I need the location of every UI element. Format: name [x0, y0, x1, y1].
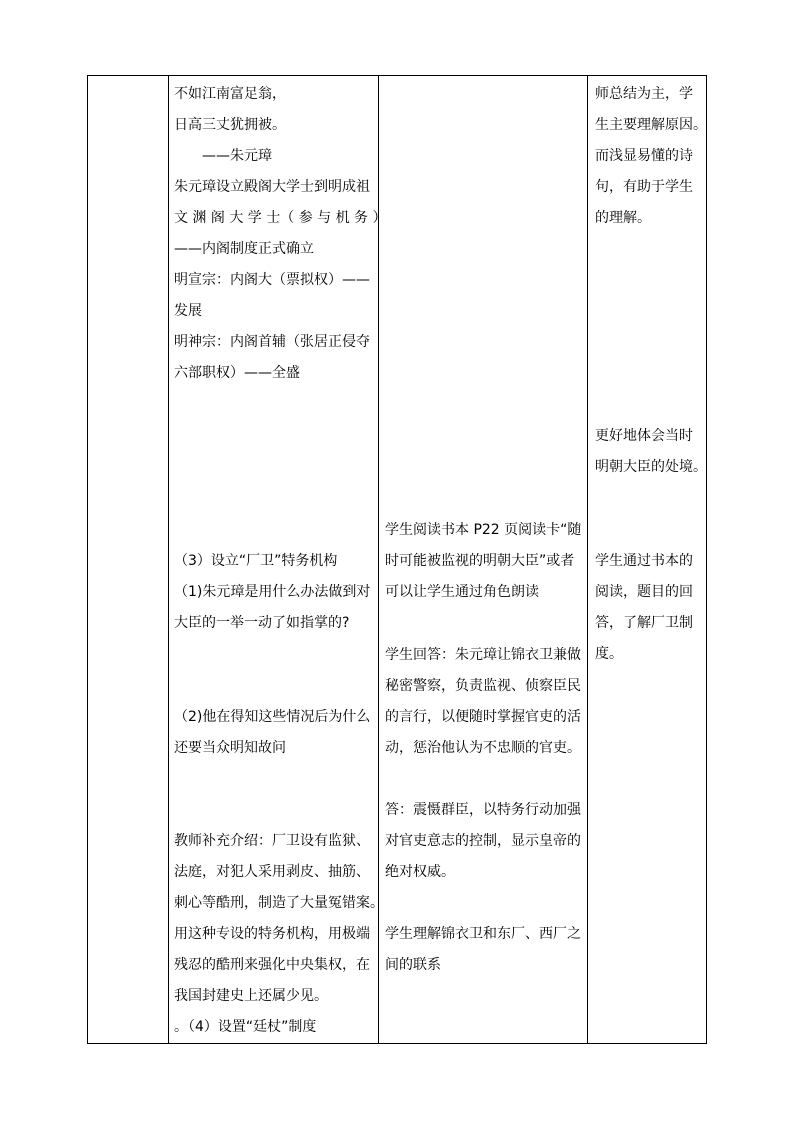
table-text-line: 明神宗：内阁首辅（张居正侵夺 — [174, 334, 370, 350]
table-text-line: （1)朱元璋是用什么办法做到对 — [174, 584, 371, 600]
table-text-line: 绝对权威。 — [385, 864, 455, 880]
table-text-line: 阅读，题目的回 — [595, 584, 693, 600]
table-column-1 — [88, 76, 168, 1043]
table-text-line: 明朝大臣的处境。 — [595, 459, 707, 475]
table-text-line: 不如江南富足翁， — [174, 86, 286, 102]
table-text-line: 法庭，对犯人采用剥皮、抽筋、 — [174, 864, 370, 880]
table-text-line: （3）设立“厂卫”特务机构 — [174, 553, 338, 569]
table-text-line: 还要当众明知故问 — [174, 740, 286, 756]
lesson-plan-table — [87, 75, 707, 1044]
table-text-line: 大臣的一举一动了如指掌的? — [174, 615, 350, 631]
table-text-line: 间的联系 — [385, 957, 441, 973]
table-text-line: 学生回答：朱元璋让锦衣卫兼做 — [385, 647, 581, 663]
table-text-line: 教师补充介绍：厂卫设有监狱、 — [174, 833, 370, 849]
table-text-line: （2)他在得知这些情况后为什么 — [174, 709, 371, 725]
table-text-line: 生主要理解原因。 — [595, 117, 707, 133]
table-text-line: 用这种专设的特务机构，用极端 — [174, 926, 370, 942]
table-text-line: ——内阁制度正式确立 — [174, 241, 314, 257]
table-text-line: 对官吏意志的控制，显示皇帝的 — [385, 833, 581, 849]
table-text-line: 答，了解厂卫制 — [595, 615, 693, 631]
table-text-line: 秘密警察，负责监视、侦察臣民 — [385, 678, 581, 694]
table-text-line: 答：震慑群臣，以特务行动加强 — [385, 802, 581, 818]
table-text-line: 。（4）设置“廷杖”制度 — [174, 1019, 317, 1035]
table-text-line: 而浅显易懂的诗 — [595, 148, 693, 164]
table-text-line: 残忍的酷刑来强化中央集权，在 — [174, 957, 370, 973]
table-text-line: ——朱元璋 — [174, 148, 272, 164]
table-text-line: 度。 — [595, 646, 623, 662]
table-text-line: 学生理解锦衣卫和东厂、西厂之 — [385, 926, 581, 942]
table-text-line: 发展 — [174, 303, 202, 319]
table-column-student-activity — [378, 76, 587, 1043]
table-text-line: 更好地体会当时 — [595, 428, 693, 444]
table-text-line: 朱元璋设立殿阁大学士到明成祖 — [174, 179, 370, 195]
table-column-teaching-content — [168, 76, 387, 1043]
table-text-line: 句，有助于学生 — [595, 179, 693, 195]
table-text-line: 学生通过书本的 — [595, 553, 693, 569]
table-text-line: 明宣宗：内阁大（票拟权）—— — [174, 272, 370, 288]
table-text-line: 文 渊 阁 大 学 士（ 参 与 机 务 ） — [174, 210, 387, 226]
table-text-line: 可以让学生通过角色朗读 — [385, 584, 539, 600]
table-text-line: 我国封建史上还属少见。 — [174, 988, 328, 1004]
table-text-line: 六部职权）——全盛 — [174, 365, 300, 381]
table-text-line: 学生阅读书本 P22 页阅读卡“随 — [385, 522, 582, 538]
table-column-design-intent — [587, 76, 706, 1043]
table-text-line: 的理解。 — [595, 210, 651, 226]
table-text-line: 时可能被监视的明朝大臣”或者 — [385, 553, 575, 569]
table-text-line: 师总结为主，学 — [595, 86, 693, 102]
table-text-line: 日高三丈犹拥被。 — [174, 117, 286, 133]
table-text-line: 的言行，以便随时掌握官吏的活 — [385, 709, 581, 725]
table-text-line: 刺心等酷刑，制造了大量冤错案。 — [174, 895, 384, 911]
table-text-line: 动，惩治他认为不忠顺的官吏。 — [385, 740, 581, 756]
